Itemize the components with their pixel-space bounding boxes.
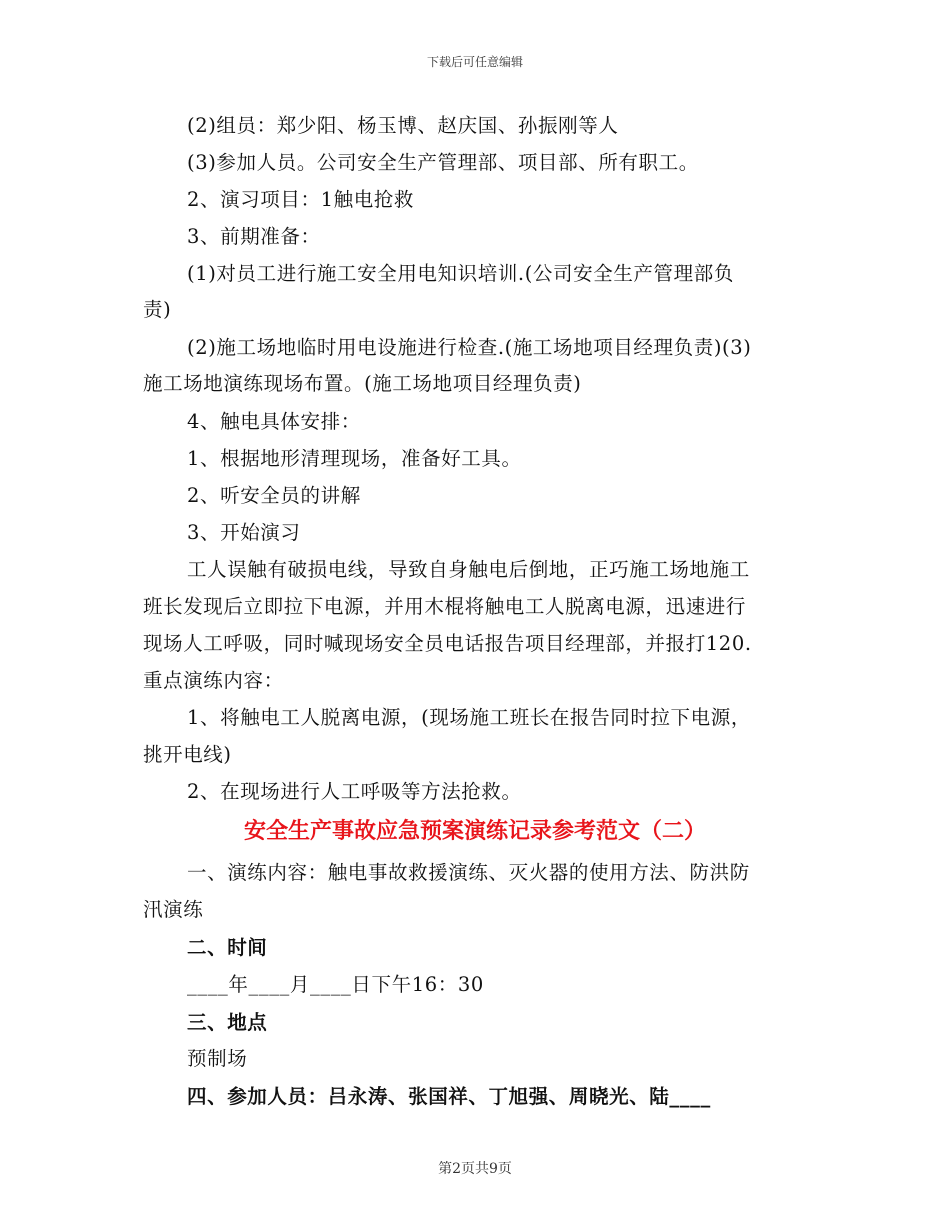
section-heading-time: 二、时间	[187, 936, 268, 959]
page-footer: 第2页共9页	[438, 1161, 512, 1177]
section-line: 汛演练	[143, 898, 204, 921]
body-line: (2)组员：郑少阳、杨玉博、赵庆国、孙振刚等人	[187, 114, 619, 137]
body-line: 责)	[143, 298, 172, 321]
section-title: 安全生产事故应急预案演练记录参考范文（二）	[243, 818, 706, 844]
body-line: 挑开电线)	[143, 743, 232, 766]
body-line: (2)施工场地临时用电设施进行检查.(施工场地项目经理负责)(3)	[187, 336, 752, 359]
body-line: 2、在现场进行人工呼吸等方法抢救。	[187, 780, 522, 803]
page-header: 下载后可任意编辑	[426, 55, 523, 69]
body-line: (1)对员工进行施工安全用电知识培训.(公司安全生产管理部负	[187, 262, 734, 285]
section-line: ____年____月____日下午16：30	[187, 973, 484, 996]
body-line: 2、演习项目：1触电抢救	[187, 188, 415, 211]
body-line: 重点演练内容：	[143, 669, 284, 692]
body-line: (3)参加人员。公司安全生产管理部、项目部、所有职工。	[187, 151, 699, 174]
section-line: 一、演练内容：触电事故救援演练、灭火器的使用方法、防洪防	[187, 861, 750, 884]
body-line: 1、根据地形清理现场，准备好工具。	[187, 447, 522, 470]
section-heading-location: 三、地点	[187, 1011, 268, 1034]
body-line: 2、听安全员的讲解	[187, 484, 361, 507]
section-line: 预制场	[187, 1047, 248, 1070]
body-line: 3、开始演习	[187, 521, 301, 544]
body-line: 班长发现后立即拉下电源，并用木棍将触电工人脱离电源，迅速进行	[143, 595, 747, 618]
section-heading-participants: 四、参加人员：吕永涛、张国祥、丁旭强、周晓光、陆____	[187, 1085, 711, 1108]
body-line: 3、前期准备：	[187, 225, 321, 248]
body-line: 1、将触电工人脱离电源，(现场施工班长在报告同时拉下电源，	[187, 706, 751, 729]
body-line: 现场人工呼吸，同时喊现场安全员电话报告项目经理部，并报打120.	[143, 632, 752, 655]
body-line: 工人误触有破损电线，导致自身触电后倒地，正巧施工场地施工	[187, 558, 750, 581]
body-line: 4、触电具体安排：	[187, 410, 361, 433]
body-line: 施工场地演练现场布置。(施工场地项目经理负责)	[143, 372, 582, 395]
